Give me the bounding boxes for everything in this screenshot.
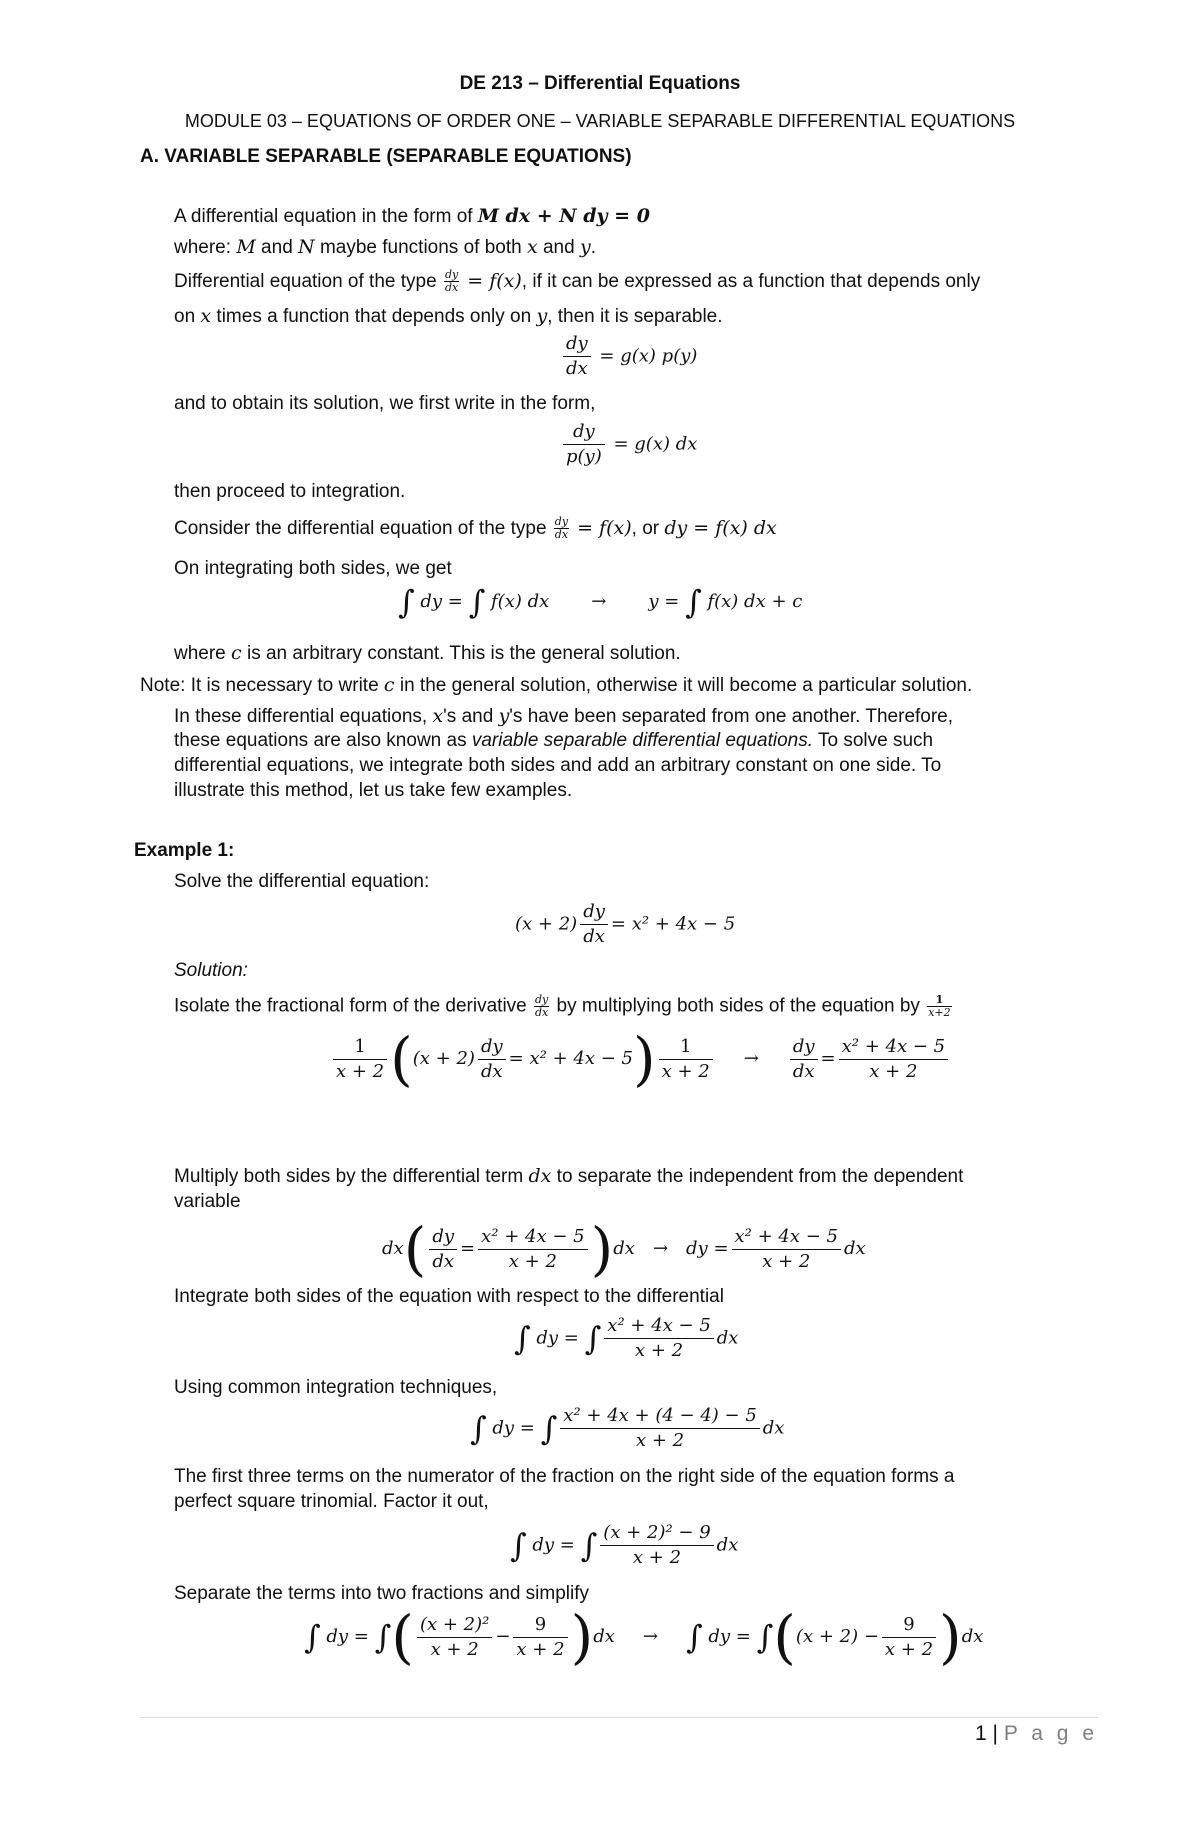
equation-separable-form: $\frac{dy}{dx}$ = g(x) p(y): [560, 332, 697, 381]
paragraph-line-4: illustrate this method, let us take few examples.: [174, 780, 573, 801]
step-2-equation: dx( $\frac{dy}{dx}$ = $\frac{\text{x² + 4x − 5}}{x + 2}$ )dx → dy = $\frac{\text{x² + 4x − 5}}{x + 2}$ dx: [382, 1215, 866, 1283]
solution-step-1: Isolate the fractional form of the derivative $\frac{dy}{dx}$ by multiplying both sides of the equation by $\frac{1}{x+2}$: [174, 993, 951, 1019]
step-5-equation: ∫ dy = ∫ $\frac{\text{(x + 2)² − 9}}{x + 2}$ dx: [510, 1522, 739, 1568]
general-form-equation: M dx + N dy = 0: [477, 205, 650, 227]
solution-step-2: Multiply both sides by the differential term dx to separate the independent from the dependent: [174, 1165, 964, 1187]
step-1-equation: $\frac{1}{x + 2}$ ((x + 2) $\frac{dy}{dx}$ = x² + 4x − 5) $\frac{1}{x + 2}$ → $\frac{dy}{dx}$ = $\frac{\text{x² + 4x − 5}}{x + 2}$: [330, 1030, 951, 1088]
solution-label: Solution:: [174, 960, 248, 981]
example-prompt: Solve the differential equation:: [174, 871, 430, 892]
equation-rewritten-form: $\frac{dy}{p(y)}$ = g(x) dx: [560, 420, 697, 469]
solution-step-5-cont: perfect square trinomial. Factor it out,: [174, 1491, 489, 1512]
example-heading: Example 1:: [134, 840, 235, 861]
solution-step-2-cont: variable: [174, 1191, 241, 1212]
solution-step-4: Using common integration techniques,: [174, 1377, 498, 1398]
intro-line-1: A differential equation in the form of M dx + N dy = 0: [174, 205, 650, 227]
solution-step-3: Integrate both sides of the equation with respect to the differential: [174, 1286, 724, 1307]
note-line: Note: It is necessary to write c in the general solution, otherwise it will become a particular solution.: [140, 674, 973, 696]
page-label: P a g e: [1003, 1722, 1098, 1745]
paragraph-line-3: differential equations, we integrate both sides and add an arbitrary constant on one side. To: [174, 755, 942, 776]
page-footer: [975, 1722, 1098, 1746]
document-title: DE 213 – Differential Equations: [459, 73, 741, 94]
equation-integrate-both-sides: ∫ dy = ∫ f(x) dx → y = ∫ f(x) dx + c: [398, 583, 803, 621]
footer-rule: [140, 1717, 1098, 1718]
intro-line-5: and to obtain its solution, we first write in the form,: [174, 393, 596, 414]
intro-line-9: where c is an arbitrary constant. This is the general solution.: [174, 642, 681, 664]
intro-line-6: then proceed to integration.: [174, 481, 406, 502]
solution-step-6: Separate the terms into two fractions and simplify: [174, 1583, 590, 1604]
paragraph-line-2: these equations are also known as variable separable differential equations. To solve such: [174, 730, 934, 751]
footer-separator: |: [986, 1722, 1004, 1745]
section-heading: A. VARIABLE SEPARABLE (SEPARABLE EQUATIONS): [140, 146, 632, 167]
page-number: 1: [975, 1722, 987, 1745]
example-equation: (x + 2) $\frac{dy}{dx}$ = x² + 4x − 5: [515, 901, 736, 947]
step-6-equation: ∫ dy = ∫( $\frac{\text{(x + 2)²}}{x + 2}$ − $\frac{9}{x + 2}$ )dx → ∫ dy = ∫((x + 2) − $\frac{9}{x + 2}$ )dx: [304, 1603, 984, 1671]
module-title: MODULE 03 – EQUATIONS OF ORDER ONE – VARIABLE SEPARABLE DIFFERENTIAL EQUATIONS: [184, 111, 1016, 131]
intro-line-7: Consider the differential equation of the type $\frac{dy}{dx}$ = f(x), or dy = f(x) dx: [174, 515, 777, 542]
step-4-equation: ∫ dy = ∫ $\frac{\text{x² + 4x + (4 − 4) − 5}}{x + 2}$ dx: [470, 1405, 785, 1451]
step-3-equation: ∫ dy = ∫ $\frac{\text{x² + 4x − 5}}{x + 2}$ dx: [514, 1315, 739, 1361]
intro-line-4: on x times a function that depends only on y, then it is separable.: [174, 305, 723, 327]
intro-line-2: where: M and N maybe functions of both x and y.: [174, 236, 596, 258]
intro-line-3: Differential equation of the type $\frac{dy}{dx}$ = f(x), if it can be expressed as a function that depends only: [174, 268, 981, 295]
solution-step-5: The first three terms on the numerator of the fraction on the right side of the equation forms a: [174, 1466, 955, 1487]
paragraph-line-1: In these differential equations, x's and y's have been separated from one another. Therefore,: [174, 705, 954, 727]
intro-line-8: On integrating both sides, we get: [174, 558, 452, 579]
